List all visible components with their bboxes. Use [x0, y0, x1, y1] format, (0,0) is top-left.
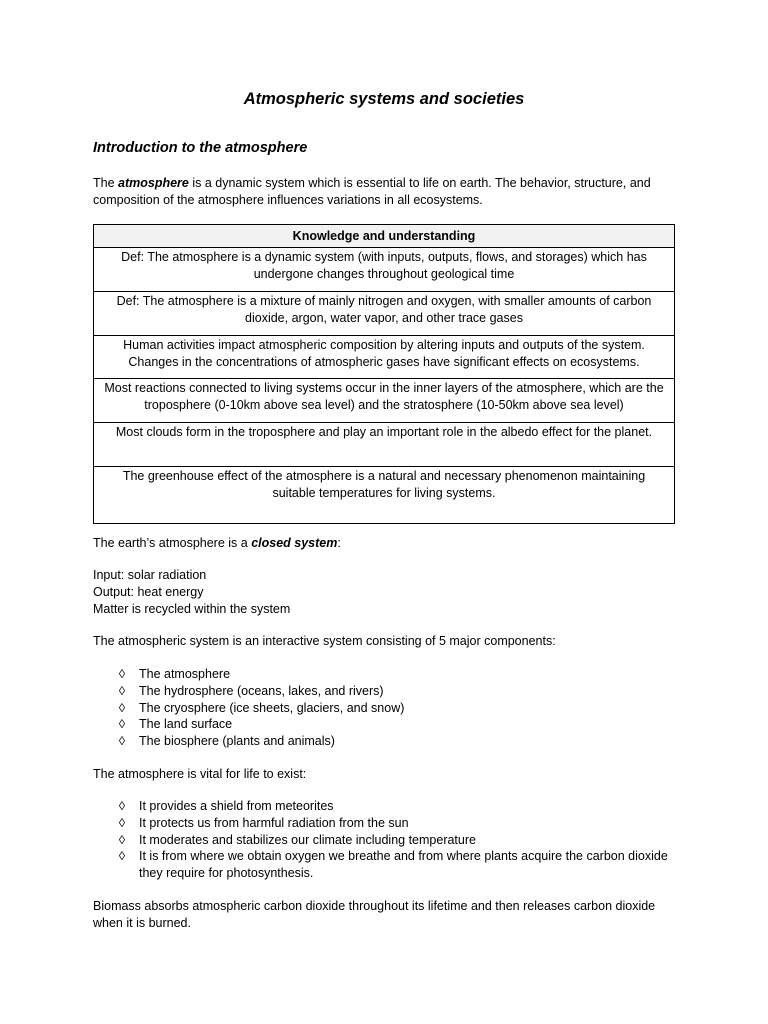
list-item-text: The cryosphere (ice sheets, glaciers, and snow) — [139, 700, 405, 715]
table-row — [94, 467, 675, 524]
list-item-text: The biosphere (plants and animals) — [139, 734, 335, 749]
diamond-bullet-icon: ◊ — [118, 734, 126, 749]
diamond-bullet-icon: ◊ — [118, 717, 126, 732]
table-cell: Most clouds form in the troposphere and play an important role in the albedo effect for the planet. — [94, 423, 675, 467]
list-item — [93, 798, 675, 815]
section-heading-introduction: Introduction to the atmosphere — [93, 140, 308, 156]
closed-text-post: : — [337, 536, 341, 550]
list-item — [93, 848, 675, 882]
list-item-text: It provides a shield from meteorites — [139, 799, 334, 813]
list-item-text: The land surface — [139, 717, 233, 732]
table-cell: Def: The atmosphere is a dynamic system (with inputs, outputs, flows, and storages) which has undergone changes throughout geological time — [94, 248, 675, 292]
diamond-bullet-icon: ◊ — [118, 683, 126, 698]
table-row — [94, 248, 675, 292]
list-item — [93, 666, 675, 683]
closed-system-paragraph — [93, 535, 675, 552]
table-header-row — [94, 225, 675, 248]
table-row — [94, 336, 675, 379]
closed-text-pre: The earth’s atmosphere is a — [93, 536, 252, 550]
diamond-bullet-icon: ◊ — [118, 832, 126, 847]
output-line: Output: heat energy — [93, 585, 204, 599]
diamond-bullet-icon: ◊ — [118, 700, 126, 715]
table-row — [94, 379, 675, 423]
table-cell: Def: The atmosphere is a mixture of mainly nitrogen and oxygen, with smaller amounts of carbon dioxide, argon, water vapor, and other trace gases — [94, 292, 675, 336]
input-line: Input: solar radiation — [93, 568, 207, 582]
diamond-bullet-icon: ◊ — [118, 799, 126, 813]
intro-paragraph — [93, 175, 675, 208]
table-row — [94, 292, 675, 336]
document-title: Atmospheric systems and societies — [243, 90, 525, 108]
intro-text-post: is a dynamic system which is essential to life on earth. The behavior, structure, and composition of the atmosphere influences variations in all ecosystems. — [93, 176, 651, 207]
list-item-text: It protects us from harmful radiation from the sun — [139, 815, 409, 830]
list-item — [93, 700, 675, 717]
components-list — [93, 666, 675, 750]
list-item-text: It moderates and stabilizes our climate including temperature — [139, 832, 476, 847]
intro-term-atmosphere: atmosphere — [118, 176, 189, 190]
matter-line: Matter is recycled within the system — [93, 602, 291, 616]
list-item — [93, 832, 675, 849]
list-item — [93, 815, 675, 832]
list-item — [93, 683, 675, 700]
knowledge-table — [93, 224, 675, 524]
list-item — [93, 733, 675, 750]
table-cell: Human activities impact atmospheric composition by altering inputs and outputs of the system. Changes in the concentrations of atmospheric gases have significant effects on ecosystems. — [94, 336, 675, 379]
diamond-bullet-icon: ◊ — [118, 815, 126, 830]
table-cell: Most reactions connected to living systems occur in the inner layers of the atmosphere, which are the troposphere (0-10km above sea level) and the stratosphere (10-50km above sea level) — [94, 379, 675, 423]
components-intro: The atmospheric system is an interactive system consisting of 5 major components: — [93, 634, 556, 648]
diamond-bullet-icon: ◊ — [118, 849, 126, 864]
list-item-text: The hydrosphere (oceans, lakes, and rivers) — [139, 683, 384, 698]
biomass-paragraph: Biomass absorbs atmospheric carbon dioxide throughout its lifetime and then releases carbon dioxide when it is burned. — [93, 899, 656, 930]
vital-intro: The atmosphere is vital for life to exist: — [93, 767, 307, 781]
table-row — [94, 423, 675, 467]
intro-text-pre: The — [93, 176, 119, 190]
closed-term: closed system — [251, 536, 338, 550]
list-item-text: It is from where we obtain oxygen we breathe and from where plants acquire the carbon dioxide they require for photosynthesis. — [139, 849, 668, 881]
table-header-cell: Knowledge and understanding — [94, 225, 675, 248]
vital-list — [93, 798, 675, 882]
table-cell: The greenhouse effect of the atmosphere is a natural and necessary phenomenon maintaining suitable temperatures for living systems. — [94, 467, 675, 524]
list-item — [93, 716, 675, 733]
list-item-text: The atmosphere — [139, 667, 231, 681]
diamond-bullet-icon: ◊ — [118, 667, 126, 681]
